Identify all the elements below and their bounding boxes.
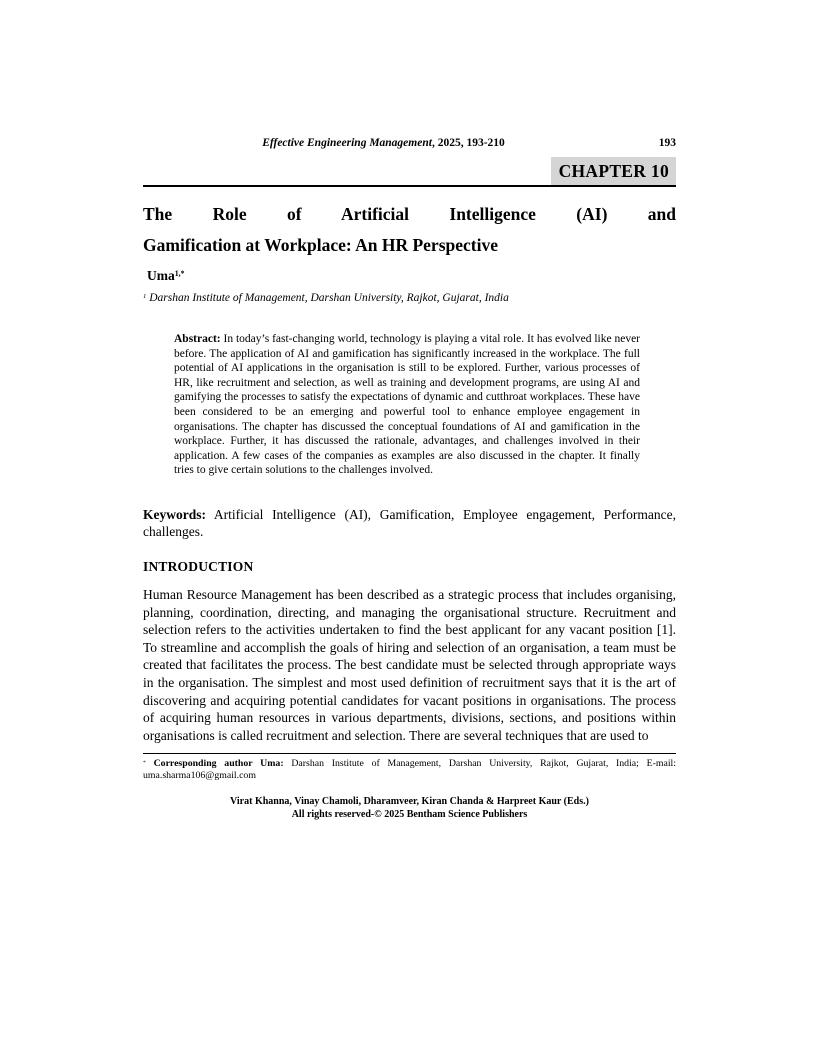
footnote-text: Darshan Institute of Management, Darshan University, Rajkot, Gujarat, India; E-mail: uma.sharma106@gmail.com — [143, 758, 676, 781]
abstract-label: Abstract: — [174, 333, 221, 345]
chapter-badge: CHAPTER 10 — [551, 157, 676, 185]
keywords-label: Keywords: — [143, 506, 206, 522]
footnote-label: Corresponding author Uma: — [153, 758, 284, 770]
keywords-text: Artificial Intelligence (AI), Gamification, Employee engagement, Performance, challenges. — [143, 506, 676, 540]
affiliation-text: Darshan Institute of Management, Darshan University, Rajkot, Gujarat, India — [149, 292, 509, 304]
chapter-title-line-1: The Role of Artificial Intelligence (AI) and — [143, 204, 676, 224]
keywords-block — [143, 506, 676, 541]
rights-line: All rights reserved-© 2025 Bentham Science Publishers — [291, 809, 528, 821]
affiliation-marker: 1 — [143, 293, 147, 300]
author-superscript: 1,* — [174, 269, 185, 279]
journal-title: Effective Engineering Management — [262, 137, 432, 149]
journal-citation: , 2025, 193-210 — [431, 137, 505, 149]
chapter-title — [143, 199, 676, 261]
abstract-block — [174, 332, 640, 478]
editors-line: Virat Khanna, Vinay Chamoli, Dharamveer, Kiran Chanda & Harpreet Kaur (Eds.) — [230, 796, 589, 808]
introduction-heading: INTRODUCTION — [143, 558, 254, 574]
page-number: 193 — [658, 137, 676, 149]
corresponding-author-footnote — [143, 758, 676, 781]
chapter-title-line-2: Gamification at Workplace: An HR Perspective — [143, 235, 498, 255]
author-line — [143, 268, 676, 284]
abstract-text: In today’s fast-changing world, technology is playing a vital role. It has evolved like never before. The application of AI and gamification has significantly increased in the workplace. The full potential of AI applications in the organisation is still to be explored. Further, various processes of HR, like recruitment and selection, as well as training and development programs, are using AI and gamifying the processes to satisfy the expectations of dynamic and cutthroat workplaces. These have been considered to be an emerging and powerful tool to enhance employee engagement in organisations. The chapter has discussed the conceptual foundations of AI and gamification in the workplace. Further, it has discussed the rationale, advantages, and challenges involved in their application. A few cases of the companies as examples are also discussed in the chapter. It finally tries to give certain solutions to the challenges involved. — [174, 333, 641, 477]
footnote-marker: * — [143, 759, 146, 766]
affiliation-line — [143, 291, 676, 305]
footnote-divider — [143, 753, 676, 754]
running-header-title — [143, 137, 676, 150]
author-name: Uma — [147, 268, 175, 283]
running-header — [143, 137, 676, 150]
page-content — [143, 137, 676, 821]
publisher-block — [143, 795, 676, 821]
chapter-badge-row — [143, 157, 676, 187]
introduction-paragraph: Human Resource Management has been described as a strategic process that includes organising, planning, coordination, directing, and managing the organisational structure. Recruitment and selection refers to the activities undertaken to find the best applicant for any vacant position [1]. To streamline and accomplish the goals of hiring and selection of an organisation, a team must be created that facilitates the process. The best candidate must be selected through appropriate ways in the organisation. The simplest and most used definition of recruitment says that it is the art of discovering and acquiring potential candidates for vacant positions in organisations. The process of acquiring human resources in various departments, divisions, sections, and positions within organisations is called recruitment and selection. There are several techniques that are used to — [143, 586, 676, 743]
